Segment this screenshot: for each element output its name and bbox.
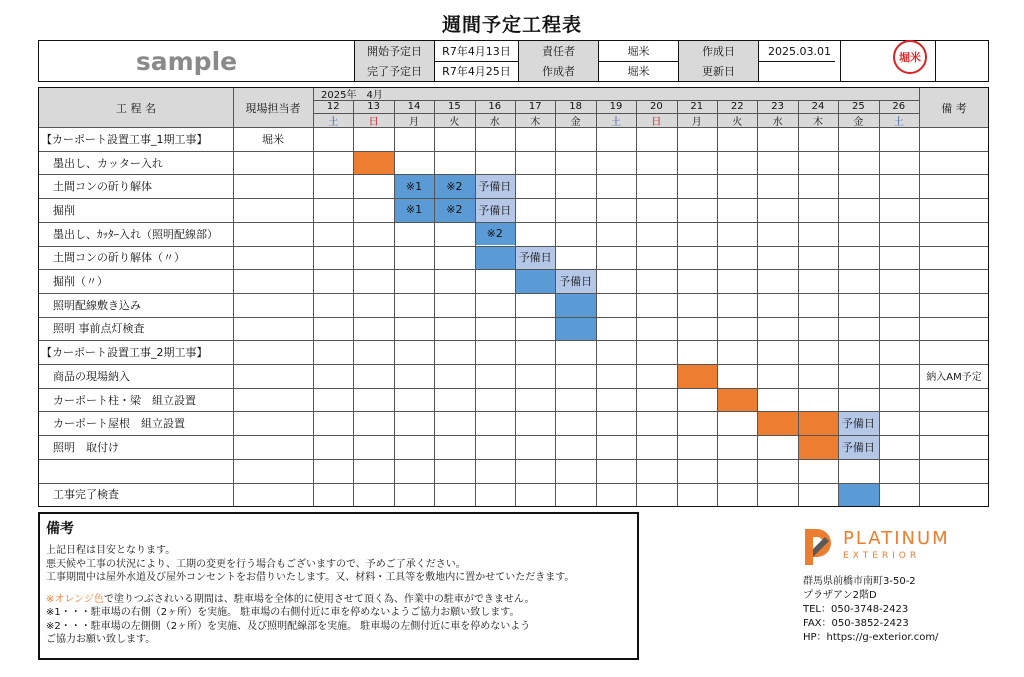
- schedule-bar: ※2: [434, 198, 474, 222]
- schedule-bar: 予備日: [515, 246, 555, 270]
- day-number: 25: [852, 101, 865, 112]
- day-number: 18: [569, 101, 582, 112]
- schedule-bar: ※2: [434, 174, 474, 198]
- schedule-bar: [555, 317, 595, 341]
- orange-note-text: で塗りつぶされいる期間は、駐車場を全体的に使用させて頂く為、作業中の駐車ができません。: [103, 593, 535, 605]
- company-address-2: プラザアン2階D: [803, 590, 877, 601]
- grid-vline: [677, 100, 678, 506]
- task-name: 商品の現場納入: [53, 369, 130, 383]
- task-name: 土間コンの斫り解体: [53, 180, 152, 194]
- company-fax: FAX：050-3852-2423: [803, 618, 909, 629]
- day-number: 22: [730, 101, 744, 112]
- day-number: 14: [407, 101, 421, 112]
- col-task-header: 工 程 名: [116, 101, 156, 115]
- notes-line-3: 工事期間中は屋外水道及び屋外コンセントをお借りいたします。又、材料・工具等を敷地内に置かせていただきます。: [46, 572, 575, 583]
- grid-vline: [515, 100, 516, 506]
- grid-vline: [434, 100, 435, 506]
- grid-hline: [39, 435, 988, 436]
- task-name: 【カーポート設置工事_1期工事】: [41, 132, 208, 146]
- notes-box: [38, 512, 639, 660]
- day-number: 23: [771, 101, 784, 112]
- platinum-logo-icon: [803, 527, 835, 567]
- weekday-label: 水: [772, 116, 783, 128]
- day-number: 26: [892, 101, 906, 112]
- grid-hline: [39, 269, 988, 270]
- weekday-label: 土: [893, 116, 904, 128]
- sample-label: sample: [39, 41, 355, 81]
- grid-hline: [39, 459, 988, 460]
- orange-note-keyword: ※オレンジ色: [46, 593, 104, 605]
- author-label: 作成者: [519, 61, 599, 81]
- day-number: 16: [488, 101, 502, 112]
- task-name: 工事完了検査: [53, 488, 119, 502]
- col-notes-header: 備 考: [941, 101, 967, 115]
- weekday-label: 日: [368, 116, 379, 128]
- manager-label: 責任者: [519, 41, 599, 61]
- task-person: 堀米: [262, 132, 284, 146]
- company-address-1: 群馬県前橋市南町3-50-2: [803, 576, 916, 587]
- day-number: 19: [609, 101, 623, 112]
- task-name: 照明 取付け: [53, 440, 119, 454]
- schedule-bar: ※2: [475, 222, 515, 246]
- schedule-bar: 予備日: [475, 174, 515, 198]
- schedule-bar: 予備日: [475, 198, 515, 222]
- task-name: 墨出し、カッター入れ: [53, 156, 163, 170]
- grid-hline: [39, 151, 988, 152]
- company-logo: [803, 525, 988, 575]
- task-note: 納入AM予定: [926, 372, 982, 384]
- created-value: 2025.03.01: [759, 41, 841, 61]
- day-number: 20: [650, 101, 663, 112]
- schedule-bar: [717, 388, 757, 412]
- grid-vline: [757, 100, 758, 506]
- schedule-bar: [475, 246, 515, 270]
- day-number: 21: [690, 101, 704, 112]
- company-hp: HP：https://g-exterior.com/: [803, 632, 939, 643]
- notes-line-6: ※2・・・駐車場の左側側（2ヶ所）を実施、及び照明配線部を実施。 駐車場の左側付近に車を停めないよう: [46, 620, 531, 632]
- schedule-bar: [555, 293, 595, 317]
- weekday-label: 水: [489, 116, 500, 128]
- grid-vline: [555, 100, 556, 506]
- weekday-label: 木: [530, 116, 541, 128]
- task-name: 照明 事前点灯検査: [53, 322, 145, 336]
- day-number: 13: [367, 101, 380, 112]
- grid-vline: [353, 100, 354, 506]
- weekday-label: 火: [732, 116, 743, 128]
- grid-hline: [39, 364, 988, 365]
- author-value: 堀米: [599, 61, 679, 81]
- notes-title: 備考: [46, 521, 74, 537]
- updated-value: [759, 61, 841, 81]
- notes-line-2: 悪天候や工事の状況により、工期の変更を行う場合もございますので、予めご了承ください。: [46, 558, 466, 570]
- seal-text: 堀米: [899, 50, 921, 64]
- task-name: 掘削（〃）: [53, 275, 108, 289]
- schedule-bar: [757, 411, 797, 435]
- header-info: [38, 40, 989, 82]
- schedule-bar: 予備日: [555, 269, 595, 293]
- schedule-bar: 予備日: [838, 411, 878, 435]
- notes-line-5: ※1・・・駐車場の右側（2ヶ所）を実施。 駐車場の右側付近に車を停めないようご協力お願い致します。: [46, 607, 520, 618]
- grid-vline: [798, 100, 799, 506]
- weekday-label: 金: [570, 116, 581, 128]
- grid-hline: [39, 293, 988, 294]
- day-number: 17: [528, 101, 542, 112]
- grid-vline: [596, 100, 597, 506]
- notes-line-7: ご協力お願い致します。: [46, 634, 156, 645]
- task-name: 【カーポート設置工事_2期工事】: [41, 346, 208, 360]
- notes-line-4: [46, 593, 631, 607]
- page-title: 週間予定工程表: [441, 14, 582, 36]
- weekday-label: 月: [408, 116, 419, 128]
- schedule-bar: ※1: [394, 174, 434, 198]
- grid-hline: [39, 483, 988, 484]
- day-number: 15: [448, 101, 461, 112]
- schedule-bar: [798, 411, 838, 435]
- schedule-bar: [515, 269, 555, 293]
- task-name: 照明配線敷き込み: [53, 298, 141, 312]
- task-name: カーポート屋根 組立設置: [53, 417, 185, 431]
- schedule-bar: [838, 483, 878, 507]
- seal-stamp: [893, 40, 927, 74]
- manager-value: 堀米: [599, 41, 679, 61]
- end-date-label: 完了予定日: [355, 61, 435, 81]
- company-tel: TEL：050-3748-2423: [803, 604, 909, 615]
- created-label: 作成日: [679, 41, 759, 61]
- weekday-label: 土: [328, 116, 339, 128]
- grid-hline: [39, 198, 988, 199]
- notes-line-1: 上記日程は目安となります。: [46, 545, 176, 556]
- col-person-header: 現場担当者: [245, 101, 301, 115]
- weekday-label: 木: [812, 116, 823, 128]
- schedule-grid: [38, 87, 989, 507]
- task-name: カーポート柱・梁 組立設置: [53, 393, 196, 407]
- weekday-label: 月: [691, 116, 702, 128]
- company-info: [803, 575, 938, 645]
- grid-vline: [717, 100, 718, 506]
- start-date-value: R7年4月13日: [435, 41, 519, 61]
- grid-vline: [394, 100, 395, 506]
- updated-label: 更新日: [679, 61, 759, 81]
- schedule-bar: [353, 151, 393, 175]
- end-date-value: R7年4月25日: [435, 61, 519, 81]
- weekday-label: 土: [610, 116, 621, 128]
- grid-vline: [475, 100, 476, 506]
- schedule-bar: ※1: [394, 198, 434, 222]
- month-label: 2025年 4月: [321, 89, 383, 101]
- schedule-bar: [798, 435, 838, 459]
- weekday-label: 火: [449, 116, 460, 128]
- grid-vline: [636, 100, 637, 506]
- task-name: 墨出し、ｶｯﾀｰ入れ（照明配線部）: [53, 227, 218, 241]
- weekday-label: 日: [651, 116, 662, 128]
- grid-hline: [39, 317, 988, 318]
- grid-vline: [838, 100, 839, 506]
- schedule-bar: [677, 364, 717, 388]
- start-date-label: 開始予定日: [355, 41, 435, 61]
- weekday-label: 金: [853, 116, 864, 128]
- grid-vline: [879, 100, 880, 506]
- task-name: 土間コンの斫り解体（〃）: [53, 251, 185, 265]
- company-name-main: PLATINUM: [843, 528, 950, 549]
- day-number: 12: [326, 101, 340, 112]
- task-name: 掘削: [53, 203, 75, 217]
- schedule-bar: 予備日: [838, 435, 878, 459]
- day-number: 24: [811, 101, 825, 112]
- grid-hline: [39, 174, 988, 175]
- company-name-sub: EXTERIOR: [843, 551, 921, 561]
